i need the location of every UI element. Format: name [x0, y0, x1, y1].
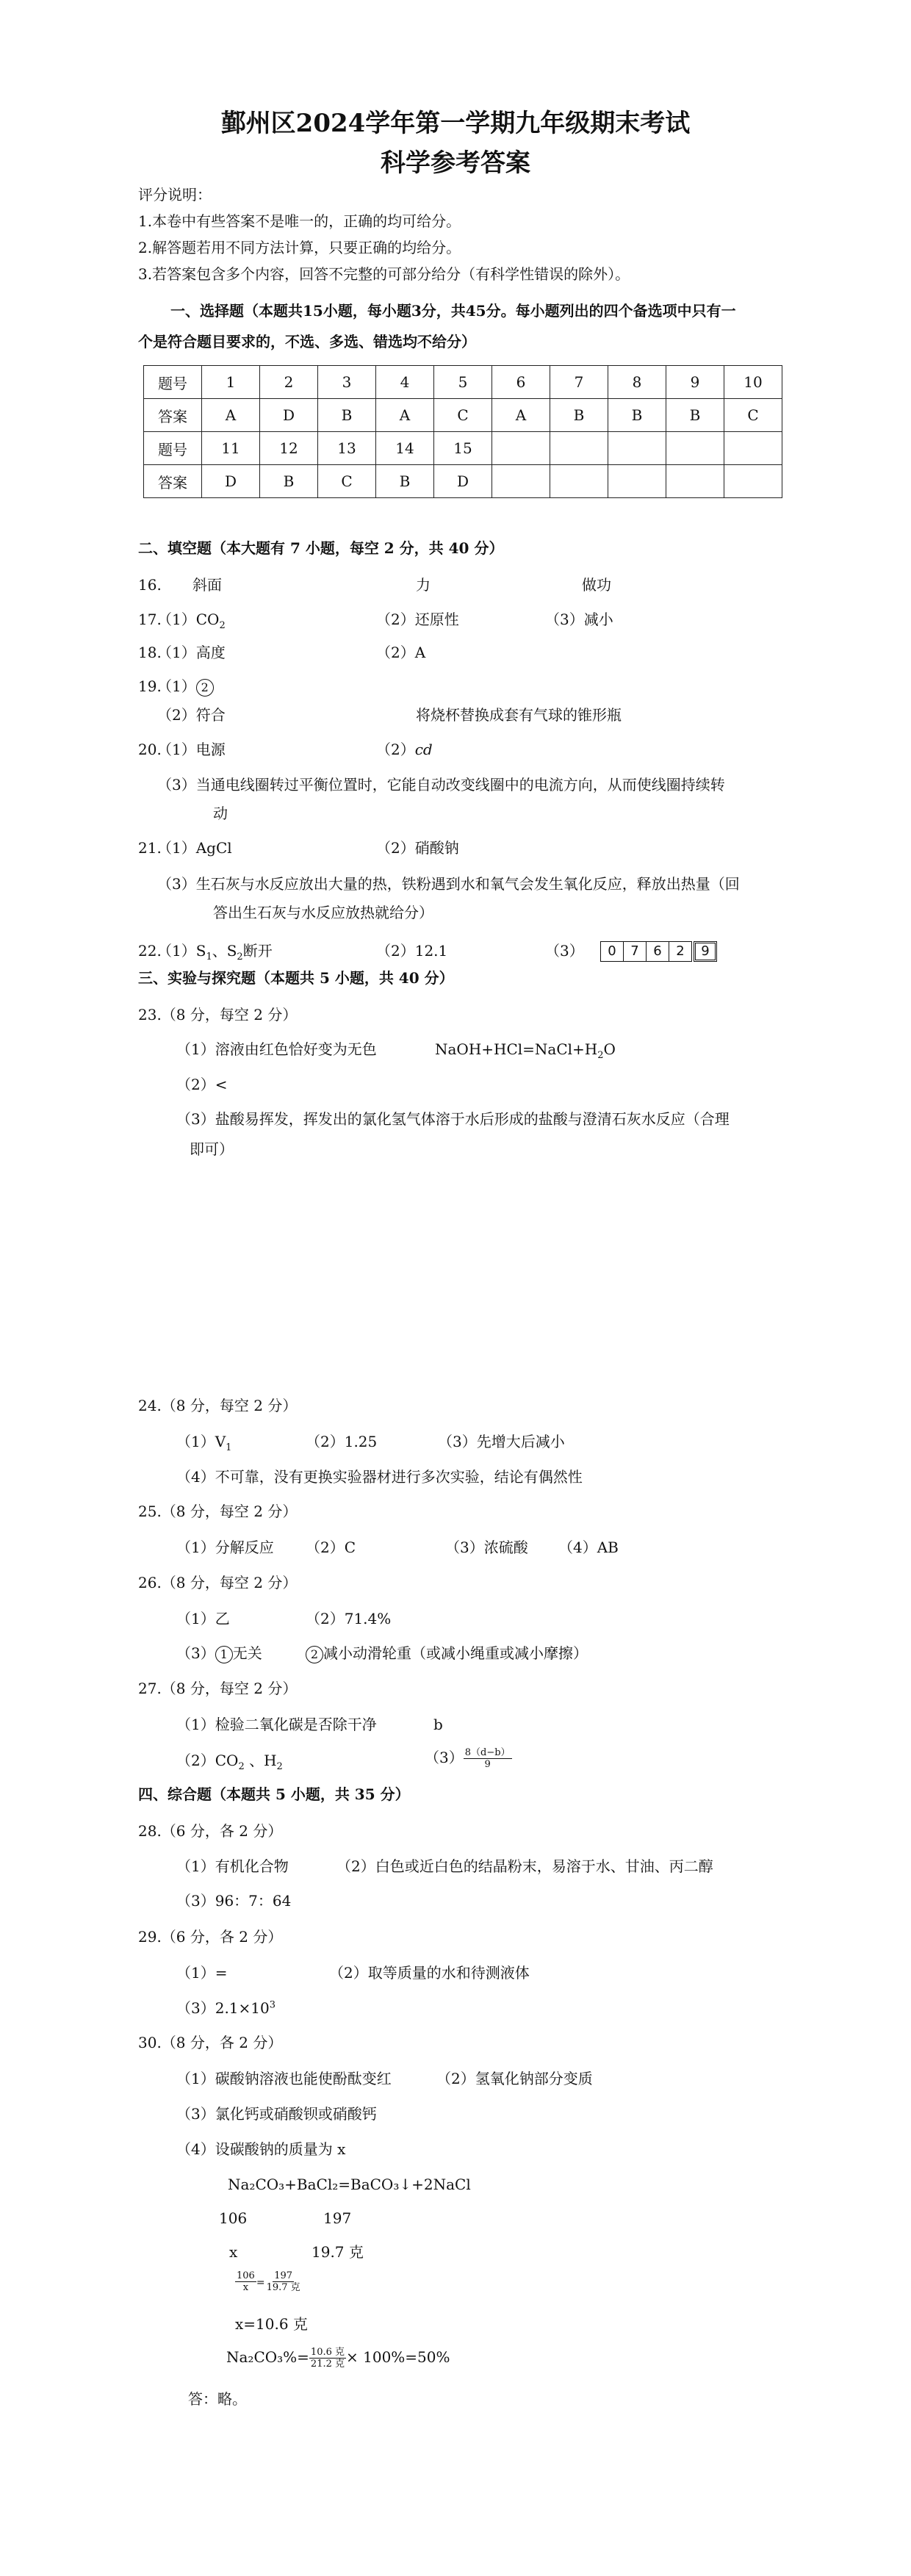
q30-answer-4: （4）设碳酸钠的质量为 x — [176, 2140, 346, 2158]
q28-answer-2: （2）白色或近白色的结晶粉末，易溶于水、甘油、丙二醇 — [336, 1857, 713, 1875]
table-row — [144, 432, 782, 465]
table-cell — [724, 432, 782, 465]
table-cell: 5 — [434, 366, 492, 399]
table-cell — [492, 465, 550, 498]
q26-answer-1: （1）乙 — [176, 1610, 230, 1627]
table-cell — [724, 465, 782, 498]
q16-number: 16. — [138, 576, 162, 594]
table-cell: D — [202, 465, 260, 498]
table-row — [144, 465, 782, 498]
table-cell: 2 — [260, 366, 318, 399]
table-cell — [550, 432, 608, 465]
q24-heading: 24.（8 分，每空 2 分） — [138, 1397, 298, 1414]
section1-heading: 一、选择题（本题共15小题，每小题3分，共45分。每小题列出的四个备选项中只有一 — [170, 302, 736, 320]
table-cell: B — [376, 465, 434, 498]
q29-answer-3: $(3)2.1\times 10^3$ — [176, 1999, 276, 2017]
q17-answer-2: （2）还原性 — [376, 611, 459, 628]
q30-ratio: $\frac{106}{x}$ = $\frac{197}{\text{19.7 克}}$ — [237, 2270, 300, 2293]
q25-answer-3: （3）浓硫酸 — [445, 1539, 528, 1556]
q18-answer-2: （2）A — [376, 644, 426, 661]
q30-chemical-equation: Na₂CO₃+BaCl₂=BaCO₃↓+2NaCl — [228, 2176, 471, 2193]
q30-mass-1: 106 — [219, 2209, 248, 2227]
digit-box: 6 — [646, 941, 669, 962]
table-cell: 12 — [260, 432, 318, 465]
page-title: 鄞州区2024学年第一学期九年级期末考试 — [220, 109, 691, 138]
q25-answer-1: （1）分解反应 — [176, 1539, 274, 1556]
section2-heading: 二、填空题（本大题有 7 小题，每空 2 分，共 40 分） — [138, 539, 504, 557]
q24-answer-4: （4）不可靠，没有更换实验器材进行多次实验，结论有偶然性 — [176, 1468, 583, 1486]
q23-answer-1: （1）溶液由红色恰好变为无色 — [176, 1040, 377, 1058]
table-cell: 15 — [434, 432, 492, 465]
table-cell: 答案 — [144, 399, 202, 432]
table-cell: A — [202, 399, 260, 432]
note-1: 1.本卷中有些答案不是唯一的，正确的均可给分。 — [138, 212, 461, 230]
table-cell: 题号 — [144, 432, 202, 465]
q22-answer-3: （3） — [545, 942, 584, 960]
digit-box: 2 — [669, 941, 692, 962]
q23-answer-3-cont: 即可） — [190, 1140, 234, 1158]
q30-answer-3: （3）氯化钙或硝酸钡或硝酸钙 — [176, 2105, 377, 2123]
q27-heading: 27.（8 分，每空 2 分） — [138, 1680, 298, 1697]
table-cell: 1 — [202, 366, 260, 399]
digit-box: 7 — [623, 941, 647, 962]
note-2: 2.解答题若用不同方法计算，只要正确的均给分。 — [138, 239, 461, 256]
q21-answer-1: （1）AgCl — [157, 839, 232, 857]
q27-answer-1: （1）检验二氧化碳是否除干净 — [176, 1716, 377, 1733]
q22-answer-2: （2）12.1 — [376, 942, 448, 960]
fraction: $\frac{197}{\text{19.7 克}}$ — [266, 2270, 300, 2293]
q16-answer-2: 力 — [416, 576, 431, 594]
table-cell: 14 — [376, 432, 434, 465]
digit-box: 0 — [600, 941, 624, 962]
q21-answer-2: （2）硝酸钠 — [376, 839, 459, 857]
table-cell: C — [434, 399, 492, 432]
q30-heading: 30.（8 分，各 2 分） — [138, 2034, 283, 2051]
table-cell: 3 — [318, 366, 376, 399]
q18-number: 18. — [138, 644, 162, 661]
q28-heading: 28.（6 分，各 2 分） — [138, 1822, 283, 1840]
q16-answer-3: 做功 — [582, 576, 611, 594]
q17-answer-1: $(1)CO_2$ — [157, 611, 226, 631]
q29-heading: 29.（6 分，各 2 分） — [138, 1928, 283, 1946]
table-cell: 8 — [608, 366, 666, 399]
q27-answer-1-choice: b — [433, 1716, 443, 1733]
q17-number: 17. — [138, 611, 162, 628]
table-cell: B — [260, 465, 318, 498]
q30-answer-2: （2）氢氧化钠部分变质 — [436, 2070, 593, 2087]
q30-mass-2: 197 — [323, 2209, 352, 2227]
answer-table — [143, 365, 782, 498]
table-cell: B — [666, 399, 724, 432]
table-cell: 6 — [492, 366, 550, 399]
table-cell: 4 — [376, 366, 434, 399]
q20-answer-3: （3）当通电线圈转过平衡位置时，它能自动改变线圈中的电流方向，从而使线圈持续转 — [157, 776, 725, 794]
q28-answer-1: （1）有机化合物 — [176, 1857, 289, 1875]
q20-number: 20. — [138, 741, 162, 758]
q26-answer-2: （2）71.4% — [306, 1610, 392, 1627]
q30-answer-1: （1）碳酸钠溶液也能使酚酞变红 — [176, 2070, 392, 2087]
q18-answer-1: （1）高度 — [157, 644, 226, 661]
q25-heading: 25.（8 分，每空 2 分） — [138, 1503, 298, 1520]
fraction: $\frac{\text{10.6 克}}{\text{21.2 克}}$ — [310, 2347, 345, 2370]
digit-box-highlighted: 9 — [694, 941, 717, 962]
q25-answer-4: （4）AB — [558, 1539, 619, 1556]
q19-number: 19. — [138, 677, 162, 695]
q23-heading: 23.（8 分，每空 2 分） — [138, 1006, 298, 1023]
section3-heading: 三、实验与探究题（本题共 5 小题，共 40 分） — [138, 969, 454, 987]
q30-value-2: 19.7 克 — [312, 2243, 364, 2261]
table-cell: 答案 — [144, 465, 202, 498]
q24-answer-1: $(1)V_1$ — [176, 1433, 232, 1453]
table-cell — [608, 432, 666, 465]
q24-answer-2: （2）1.25 — [306, 1433, 378, 1450]
q24-answer-3: （3）先增大后减小 — [438, 1433, 565, 1450]
q22-answer-1: $(1)S_1$、$S_2$断开 — [157, 942, 273, 963]
q17-answer-3: （3）减小 — [545, 611, 613, 628]
q26-heading: 26.（8 分，每空 2 分） — [138, 1574, 298, 1591]
table-cell: 7 — [550, 366, 608, 399]
table-cell: D — [434, 465, 492, 498]
q20-answer-3-cont: 动 — [213, 805, 228, 822]
fraction: $\frac{8(d-b)}{9}$ — [464, 1747, 511, 1770]
q22-digit-boxes — [601, 941, 717, 962]
q26-answer-3-part2: 2 减小动滑轮重（或减小绳重或减小摩擦） — [306, 1644, 588, 1663]
table-cell: C — [318, 465, 376, 498]
table-cell — [666, 465, 724, 498]
q21-number: 21. — [138, 839, 162, 857]
table-cell — [492, 432, 550, 465]
table-cell: B — [318, 399, 376, 432]
page-subtitle: 科学参考答案 — [381, 148, 530, 178]
q27-answer-3: （3） $\frac{8(d-b)}{9}$ — [425, 1747, 511, 1770]
q27-answer-2: $(2)CO_2$ 、$H_2$ — [176, 1752, 283, 1772]
table-row — [144, 399, 782, 432]
table-cell — [550, 465, 608, 498]
q16-answer-1: 斜面 — [192, 576, 222, 594]
table-cell: 11 — [202, 432, 260, 465]
table-cell: 题号 — [144, 366, 202, 399]
table-cell: 10 — [724, 366, 782, 399]
table-row — [144, 366, 782, 399]
fraction: $\frac{106}{x}$ — [237, 2270, 255, 2293]
q30-value-1: x — [229, 2243, 238, 2261]
q23-answer-2: （2）< — [176, 1076, 228, 1093]
table-cell: A — [492, 399, 550, 432]
q19-answer-1: （1） 2 — [157, 677, 214, 697]
q21-answer-3: （3）生石灰与水反应放出大量的热，铁粉遇到水和氧气会发生氧化反应，释放出热量（回 — [157, 875, 740, 893]
q23-equation: $NaOH+HCl=NaCl+H_2O$ — [435, 1040, 616, 1061]
q21-answer-3-cont: 答出生石灰与水反应放热就给分） — [213, 904, 433, 921]
table-cell: D — [260, 399, 318, 432]
q22-number: 22. — [138, 942, 162, 960]
note-3: 3.若答案包含多个内容，回答不完整的可部分给分（有科学性错误的除外）。 — [138, 265, 630, 283]
q25-answer-2: （2）C — [306, 1539, 356, 1556]
notes-heading: 评分说明： — [138, 186, 212, 204]
table-cell — [666, 432, 724, 465]
q30-percent: Na₂CO₃%= $\frac{\text{10.6 克}}{\text{21.2 克}}$ × 100%=50% — [226, 2347, 450, 2370]
table-cell: B — [550, 399, 608, 432]
q30-solution-x: x=10.6 克 — [235, 2315, 308, 2333]
q20-answer-1: （1）电源 — [157, 741, 226, 758]
section1-heading-cont: 个是符合题目要求的，不选、多选、错选均不给分） — [138, 333, 476, 350]
table-cell: C — [724, 399, 782, 432]
table-cell: B — [608, 399, 666, 432]
table-cell — [608, 465, 666, 498]
table-cell: 13 — [318, 432, 376, 465]
q23-answer-3: （3）盐酸易挥发，挥发出的氯化氢气体溶于水后形成的盐酸与澄清石灰水反应（合理 — [176, 1110, 730, 1128]
q30-conclusion: 答：略。 — [188, 2390, 247, 2408]
section4-heading: 四、综合题（本题共 5 小题，共 35 分） — [138, 1785, 410, 1803]
q20-answer-2: （2）cd — [376, 741, 433, 758]
q29-answer-2: （2）取等质量的水和待测液体 — [329, 1964, 530, 1982]
table-cell: A — [376, 399, 434, 432]
q19-answer-2: （2）符合 — [157, 706, 226, 724]
q19-answer-2-detail: 将烧杯替换成套有气球的锥形瓶 — [416, 706, 622, 724]
q26-answer-3: （3） 1 无关 — [176, 1644, 262, 1662]
q28-answer-3: （3）96：7：64 — [176, 1892, 292, 1910]
q29-answer-1: （1）= — [176, 1964, 228, 1982]
table-cell: 9 — [666, 366, 724, 399]
